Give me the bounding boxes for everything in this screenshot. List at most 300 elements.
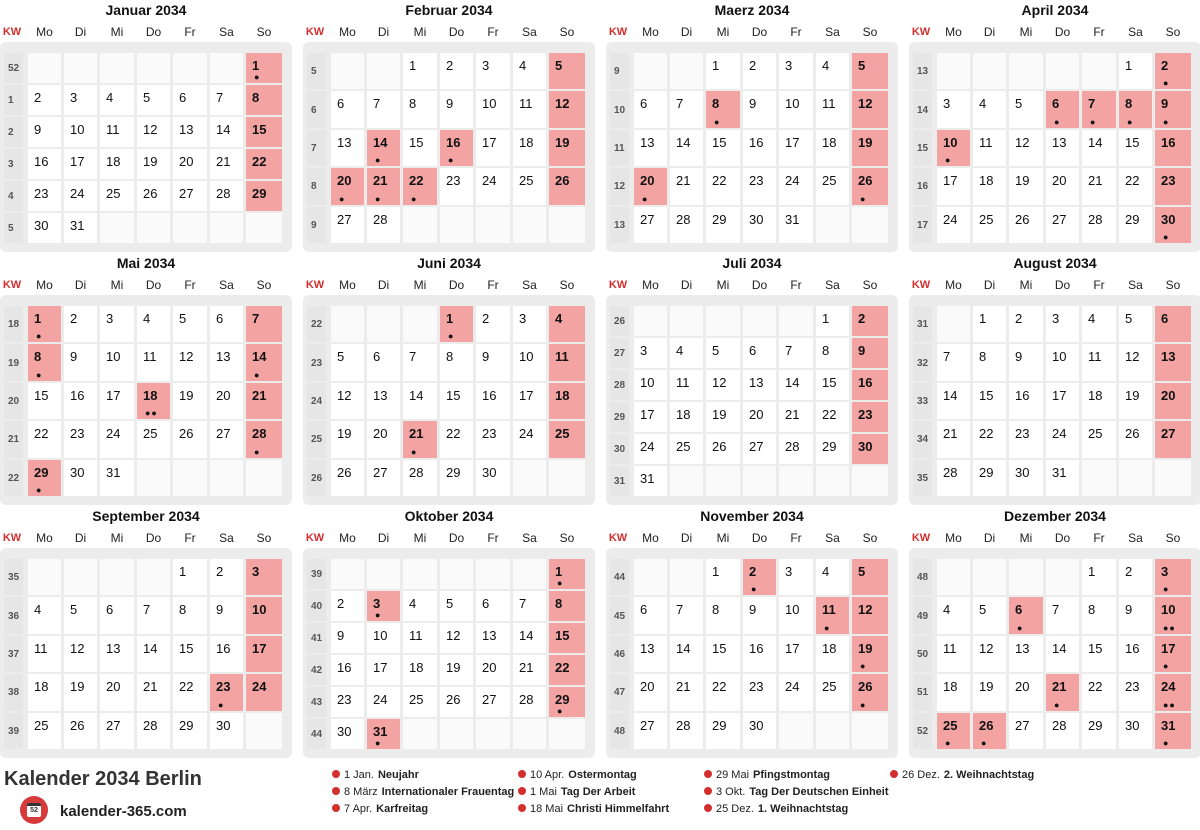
day-cell[interactable] [706,434,740,464]
day-cell[interactable] [1009,421,1043,457]
day-cell[interactable] [549,344,585,380]
day-cell[interactable] [852,559,888,595]
day-cell[interactable] [973,207,1006,243]
day-cell[interactable] [1046,383,1079,419]
day-cell[interactable] [634,597,667,633]
day-cell[interactable] [743,53,776,89]
day-cell[interactable] [367,207,400,243]
day-cell[interactable] [403,591,437,621]
day-cell[interactable] [743,130,776,166]
day-cell[interactable] [1082,383,1116,419]
day-cell[interactable] [973,597,1006,633]
day-cell[interactable] [173,181,207,211]
day-cell[interactable] [246,117,282,147]
day-cell[interactable] [743,338,776,368]
day-cell[interactable] [1119,383,1152,419]
day-cell[interactable] [816,434,849,464]
day-cell[interactable] [743,168,776,204]
day-cell[interactable] [816,402,849,432]
day-cell[interactable] [634,207,667,243]
day-cell[interactable] [1082,91,1116,127]
day-cell[interactable] [28,85,61,115]
day-cell[interactable] [779,674,813,710]
day-cell[interactable] [367,91,400,127]
day-cell[interactable] [476,130,510,166]
day-cell[interactable] [1119,130,1152,166]
day-cell[interactable] [100,383,134,419]
day-cell[interactable] [937,597,970,633]
day-cell[interactable] [1082,559,1116,595]
day-cell[interactable] [706,559,740,595]
day-cell[interactable] [670,674,703,710]
day-cell[interactable] [173,674,207,710]
day-cell[interactable] [937,636,970,672]
day-cell[interactable] [28,306,61,342]
day-cell[interactable] [367,687,400,717]
day-cell[interactable] [1119,559,1152,595]
day-cell[interactable] [513,623,546,653]
day-cell[interactable] [816,306,849,336]
day-cell[interactable] [937,713,970,749]
day-cell[interactable] [743,559,776,595]
day-cell[interactable] [1155,91,1191,127]
day-cell[interactable] [1009,713,1043,749]
day-cell[interactable] [137,85,170,115]
day-cell[interactable] [816,130,849,166]
day-cell[interactable] [779,636,813,672]
day-cell[interactable] [173,597,207,633]
day-cell[interactable] [64,117,97,147]
day-cell[interactable] [816,559,849,595]
day-cell[interactable] [1009,91,1043,127]
day-cell[interactable] [937,91,970,127]
day-cell[interactable] [64,421,97,457]
day-cell[interactable] [403,421,437,457]
day-cell[interactable] [549,168,585,204]
day-cell[interactable] [1119,421,1152,457]
day-cell[interactable] [852,306,888,336]
day-cell[interactable] [476,383,510,419]
day-cell[interactable] [1155,559,1191,595]
day-cell[interactable] [246,597,282,633]
day-cell[interactable] [403,460,437,496]
day-cell[interactable] [1155,674,1191,710]
day-cell[interactable] [670,402,703,432]
day-cell[interactable] [331,168,364,204]
day-cell[interactable] [743,713,776,749]
day-cell[interactable] [706,130,740,166]
day-cell[interactable] [973,713,1006,749]
day-cell[interactable] [331,719,364,749]
day-cell[interactable] [743,434,776,464]
day-cell[interactable] [816,91,849,127]
day-cell[interactable] [440,591,473,621]
day-cell[interactable] [367,623,400,653]
day-cell[interactable] [670,338,703,368]
day-cell[interactable] [1082,636,1116,672]
day-cell[interactable] [403,687,437,717]
day-cell[interactable] [137,421,170,457]
day-cell[interactable] [173,117,207,147]
day-cell[interactable] [64,383,97,419]
day-cell[interactable] [706,597,740,633]
day-cell[interactable] [1009,460,1043,496]
day-cell[interactable] [1009,636,1043,672]
day-cell[interactable] [440,623,473,653]
day-cell[interactable] [331,460,364,496]
day-cell[interactable] [246,674,282,710]
day-cell[interactable] [779,207,813,243]
day-cell[interactable] [173,421,207,457]
day-cell[interactable] [1155,713,1191,749]
day-cell[interactable] [634,130,667,166]
brand-link[interactable]: kalender-365.com [60,803,187,820]
day-cell[interactable] [1046,344,1079,380]
day-cell[interactable] [1009,207,1043,243]
day-cell[interactable] [973,674,1006,710]
day-cell[interactable] [973,383,1006,419]
day-cell[interactable] [549,383,585,419]
day-cell[interactable] [100,85,134,115]
day-cell[interactable] [852,674,888,710]
day-cell[interactable] [670,597,703,633]
day-cell[interactable] [634,338,667,368]
day-cell[interactable] [331,421,364,457]
day-cell[interactable] [706,674,740,710]
day-cell[interactable] [513,591,546,621]
day-cell[interactable] [743,370,776,400]
day-cell[interactable] [1009,597,1043,633]
day-cell[interactable] [331,344,364,380]
day-cell[interactable] [706,91,740,127]
day-cell[interactable] [670,130,703,166]
day-cell[interactable] [1155,53,1191,89]
day-cell[interactable] [246,344,282,380]
day-cell[interactable] [100,344,134,380]
day-cell[interactable] [1155,636,1191,672]
day-cell[interactable] [440,421,473,457]
day-cell[interactable] [549,591,585,621]
day-cell[interactable] [670,636,703,672]
day-cell[interactable] [937,421,970,457]
day-cell[interactable] [852,370,888,400]
day-cell[interactable] [973,168,1006,204]
day-cell[interactable] [1155,421,1191,457]
day-cell[interactable] [852,168,888,204]
day-cell[interactable] [634,168,667,204]
day-cell[interactable] [137,149,170,179]
day-cell[interactable] [634,434,667,464]
day-cell[interactable] [246,383,282,419]
day-cell[interactable] [973,306,1006,342]
day-cell[interactable] [173,344,207,380]
day-cell[interactable] [1046,306,1079,342]
day-cell[interactable] [670,370,703,400]
day-cell[interactable] [1082,130,1116,166]
day-cell[interactable] [137,344,170,380]
day-cell[interactable] [173,636,207,672]
day-cell[interactable] [367,344,400,380]
day-cell[interactable] [367,421,400,457]
day-cell[interactable] [403,655,437,685]
day-cell[interactable] [852,338,888,368]
day-cell[interactable] [64,460,97,496]
day-cell[interactable] [100,306,134,342]
day-cell[interactable] [28,344,61,380]
day-cell[interactable] [367,168,400,204]
day-cell[interactable] [246,636,282,672]
day-cell[interactable] [476,591,510,621]
day-cell[interactable] [513,344,546,380]
day-cell[interactable] [210,149,243,179]
day-cell[interactable] [100,421,134,457]
day-cell[interactable] [634,91,667,127]
day-cell[interactable] [816,597,849,633]
day-cell[interactable] [440,655,473,685]
day-cell[interactable] [1009,674,1043,710]
day-cell[interactable] [549,623,585,653]
day-cell[interactable] [210,421,243,457]
day-cell[interactable] [403,383,437,419]
day-cell[interactable] [28,636,61,672]
day-cell[interactable] [100,149,134,179]
day-cell[interactable] [246,181,282,211]
day-cell[interactable] [816,674,849,710]
day-cell[interactable] [1119,674,1152,710]
day-cell[interactable] [670,207,703,243]
day-cell[interactable] [779,168,813,204]
day-cell[interactable] [28,674,61,710]
day-cell[interactable] [1119,91,1152,127]
day-cell[interactable] [973,636,1006,672]
day-cell[interactable] [64,181,97,211]
day-cell[interactable] [28,713,61,749]
day-cell[interactable] [64,636,97,672]
day-cell[interactable] [1046,91,1079,127]
day-cell[interactable] [852,130,888,166]
day-cell[interactable] [210,674,243,710]
day-cell[interactable] [973,130,1006,166]
day-cell[interactable] [246,306,282,342]
day-cell[interactable] [64,306,97,342]
day-cell[interactable] [973,91,1006,127]
day-cell[interactable] [28,460,61,496]
day-cell[interactable] [670,713,703,749]
day-cell[interactable] [331,130,364,166]
day-cell[interactable] [634,636,667,672]
day-cell[interactable] [549,53,585,89]
day-cell[interactable] [403,344,437,380]
day-cell[interactable] [1082,713,1116,749]
day-cell[interactable] [210,85,243,115]
day-cell[interactable] [100,713,134,749]
day-cell[interactable] [706,207,740,243]
day-cell[interactable] [816,636,849,672]
day-cell[interactable] [210,383,243,419]
day-cell[interactable] [549,687,585,717]
day-cell[interactable] [246,85,282,115]
day-cell[interactable] [246,421,282,457]
day-cell[interactable] [403,91,437,127]
day-cell[interactable] [513,53,546,89]
day-cell[interactable] [852,434,888,464]
day-cell[interactable] [973,344,1006,380]
day-cell[interactable] [64,213,97,243]
day-cell[interactable] [1009,383,1043,419]
day-cell[interactable] [513,306,546,342]
day-cell[interactable] [137,181,170,211]
day-cell[interactable] [64,344,97,380]
day-cell[interactable] [1009,130,1043,166]
day-cell[interactable] [513,91,546,127]
day-cell[interactable] [210,559,243,595]
day-cell[interactable] [137,117,170,147]
day-cell[interactable] [173,383,207,419]
day-cell[interactable] [476,460,510,496]
day-cell[interactable] [28,421,61,457]
day-cell[interactable] [173,559,207,595]
day-cell[interactable] [173,306,207,342]
day-cell[interactable] [743,597,776,633]
day-cell[interactable] [1009,306,1043,342]
day-cell[interactable] [706,713,740,749]
day-cell[interactable] [634,370,667,400]
day-cell[interactable] [440,460,473,496]
day-cell[interactable] [476,344,510,380]
day-cell[interactable] [173,85,207,115]
day-cell[interactable] [1155,597,1191,633]
day-cell[interactable] [852,636,888,672]
day-cell[interactable] [513,655,546,685]
day-cell[interactable] [1082,207,1116,243]
day-cell[interactable] [28,117,61,147]
day-cell[interactable] [100,636,134,672]
day-cell[interactable] [100,117,134,147]
day-cell[interactable] [367,460,400,496]
day-cell[interactable] [173,713,207,749]
day-cell[interactable] [1155,306,1191,342]
day-cell[interactable] [64,713,97,749]
day-cell[interactable] [1155,344,1191,380]
day-cell[interactable] [1119,207,1152,243]
day-cell[interactable] [440,687,473,717]
day-cell[interactable] [1155,383,1191,419]
day-cell[interactable] [476,53,510,89]
day-cell[interactable] [779,434,813,464]
day-cell[interactable] [779,338,813,368]
day-cell[interactable] [816,338,849,368]
day-cell[interactable] [1046,130,1079,166]
day-cell[interactable] [743,91,776,127]
day-cell[interactable] [246,559,282,595]
day-cell[interactable] [1119,636,1152,672]
day-cell[interactable] [64,149,97,179]
day-cell[interactable] [706,53,740,89]
day-cell[interactable] [403,623,437,653]
day-cell[interactable] [549,130,585,166]
day-cell[interactable] [1082,597,1116,633]
day-cell[interactable] [549,91,585,127]
day-cell[interactable] [706,338,740,368]
day-cell[interactable] [743,402,776,432]
day-cell[interactable] [100,460,134,496]
day-cell[interactable] [28,383,61,419]
day-cell[interactable] [1119,597,1152,633]
day-cell[interactable] [852,53,888,89]
day-cell[interactable] [937,674,970,710]
day-cell[interactable] [210,597,243,633]
day-cell[interactable] [367,655,400,685]
day-cell[interactable] [331,91,364,127]
day-cell[interactable] [210,181,243,211]
day-cell[interactable] [634,713,667,749]
day-cell[interactable] [367,591,400,621]
day-cell[interactable] [743,674,776,710]
day-cell[interactable] [973,421,1006,457]
day-cell[interactable] [440,91,473,127]
day-cell[interactable] [779,597,813,633]
day-cell[interactable] [1119,344,1152,380]
day-cell[interactable] [937,383,970,419]
day-cell[interactable] [852,91,888,127]
day-cell[interactable] [634,402,667,432]
day-cell[interactable] [331,207,364,243]
day-cell[interactable] [779,91,813,127]
day-cell[interactable] [706,370,740,400]
day-cell[interactable] [937,207,970,243]
day-cell[interactable] [476,421,510,457]
day-cell[interactable] [1082,421,1116,457]
day-cell[interactable] [937,130,970,166]
day-cell[interactable] [1119,713,1152,749]
day-cell[interactable] [549,655,585,685]
day-cell[interactable] [1119,168,1152,204]
day-cell[interactable] [28,149,61,179]
day-cell[interactable] [137,674,170,710]
day-cell[interactable] [973,460,1006,496]
day-cell[interactable] [367,130,400,166]
day-cell[interactable] [403,53,437,89]
day-cell[interactable] [440,130,473,166]
day-cell[interactable] [549,421,585,457]
day-cell[interactable] [64,85,97,115]
day-cell[interactable] [440,168,473,204]
day-cell[interactable] [743,207,776,243]
day-cell[interactable] [476,91,510,127]
day-cell[interactable] [706,168,740,204]
day-cell[interactable] [1082,344,1116,380]
day-cell[interactable] [549,559,585,589]
day-cell[interactable] [440,306,473,342]
day-cell[interactable] [816,168,849,204]
day-cell[interactable] [1046,636,1079,672]
day-cell[interactable] [64,674,97,710]
day-cell[interactable] [476,623,510,653]
day-cell[interactable] [137,383,170,419]
day-cell[interactable] [137,713,170,749]
day-cell[interactable] [1046,460,1079,496]
day-cell[interactable] [210,344,243,380]
day-cell[interactable] [937,344,970,380]
day-cell[interactable] [331,655,364,685]
day-cell[interactable] [1046,674,1079,710]
day-cell[interactable] [210,713,243,749]
day-cell[interactable] [476,168,510,204]
day-cell[interactable] [1155,168,1191,204]
day-cell[interactable] [1009,168,1043,204]
day-cell[interactable] [937,168,970,204]
day-cell[interactable] [367,719,400,749]
